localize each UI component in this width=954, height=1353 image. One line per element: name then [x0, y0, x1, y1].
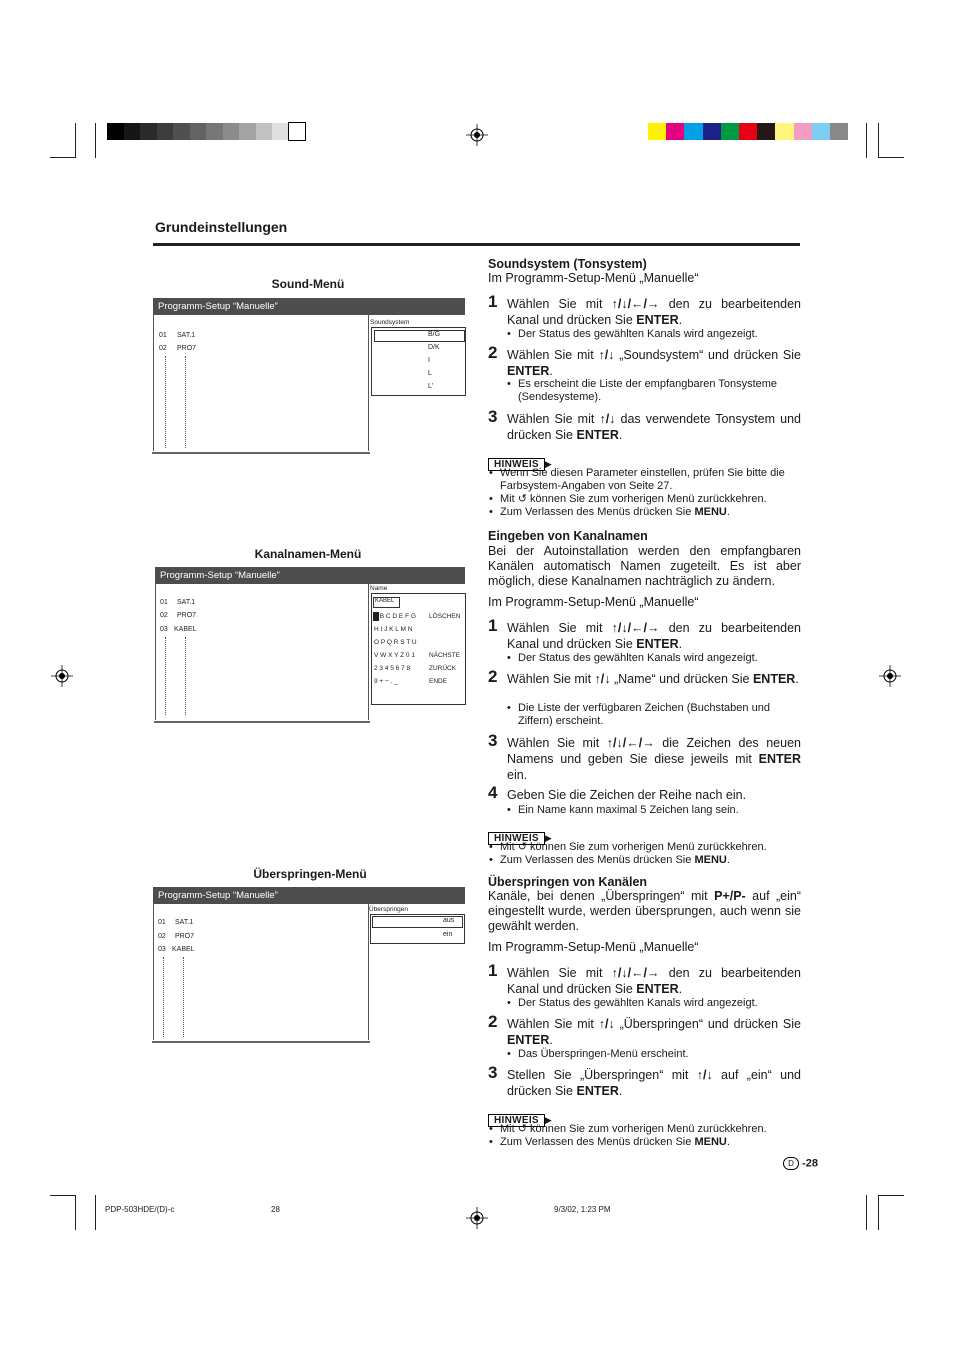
section-title: Eingeben von Kanalnamen	[488, 529, 648, 543]
step-text: Wählen Sie mit ↑/↓/←/→ den zu bearbeitenden Kanal und drücken Sie ENTER.	[507, 966, 801, 996]
dotted-column	[163, 957, 164, 1037]
step-number: 1	[488, 961, 498, 980]
gray-swatch	[272, 123, 289, 140]
color-swatch	[739, 123, 757, 140]
skip-menu-title: Überspringen-Menü	[253, 867, 367, 881]
bullet-text: • Der Status des gewählten Kanals wird angezeigt.	[507, 328, 801, 341]
step-text: Wählen Sie mit ↑/↓/←/→ die Zeichen des neuen Namens und geben Sie diese jeweils mit ENTER ein.	[507, 736, 801, 782]
skip-option-on[interactable]: ein	[443, 931, 453, 938]
footer-date: 9/3/02, 1:23 PM	[554, 1205, 611, 1214]
dotted-column	[165, 356, 166, 448]
sound-option[interactable]: I	[428, 357, 430, 364]
channel-name: PRO7	[175, 933, 195, 940]
color-swatch	[757, 123, 775, 140]
crop-mark	[878, 1195, 904, 1196]
name-field-value: KABEL	[375, 598, 395, 604]
intro-text: Im Programm-Setup-Menü „Manuelle“	[488, 940, 699, 954]
sound-menu-screen	[153, 298, 465, 456]
arrow-keys-icon: ↑/↓	[594, 672, 611, 686]
step-number: 2	[488, 1012, 498, 1031]
arrow-keys-icon: ↑/↓/←/→	[606, 736, 655, 750]
soundsystem-popup	[371, 327, 466, 396]
hinweis-label: HINWEIS ▶	[488, 828, 552, 840]
footer-file: PDP-503HDE/(D)-c	[105, 1205, 175, 1214]
arrow-keys-icon: ↑/↓/←/→	[611, 297, 660, 311]
step-number: 3	[488, 731, 498, 750]
channel-number: 01	[160, 599, 168, 606]
step-number: 1	[488, 616, 498, 635]
end-action[interactable]: ENDE	[429, 678, 448, 685]
step-number: 2	[488, 343, 498, 362]
delete-action[interactable]: LÖSCHEN	[429, 613, 461, 620]
sound-option[interactable]: L'	[428, 383, 434, 390]
paragraph: Kanäle, bei denen „Überspringen“ mit P+/P- auf „ein“ eingestellt wurde, werden übersprungen, auch wenn sie gewählt werden.	[488, 889, 801, 933]
step-number: 4	[488, 783, 498, 802]
section-title: Soundsystem (Tonsystem)	[488, 257, 647, 271]
footer-page: 28	[271, 1205, 280, 1214]
dotted-column	[185, 356, 186, 448]
sound-option[interactable]: B/G	[428, 331, 441, 338]
channel-name: SAT.1	[175, 919, 194, 926]
color-swatch	[703, 123, 721, 140]
gray-swatch	[107, 123, 124, 140]
bullet-text: • Der Status des gewählten Kanals wird angezeigt.	[507, 997, 801, 1010]
channel-number: 02	[159, 345, 167, 352]
step-number: 3	[488, 407, 498, 426]
note-text: • Wenn Sie diesen Parameter einstellen, prüfen Sie bitte die Farbsystem-Angaben von Seite 27.	[488, 467, 802, 493]
selected-option-highlight	[374, 330, 465, 342]
crop-mark	[95, 1195, 96, 1230]
intro-text: Im Programm-Setup-Menü „Manuelle“	[488, 595, 699, 609]
char-row[interactable]: H I J K L M N	[374, 626, 413, 633]
channel-name: PRO7	[177, 612, 197, 619]
step-number: 3	[488, 1063, 498, 1082]
name-menu-title: Kanalnamen-Menü	[254, 547, 362, 561]
channel-name: PRO7	[177, 345, 197, 352]
bullet-text: • Der Status des gewählten Kanals wird angezeigt.	[507, 652, 801, 665]
channel-name: SAT.1	[177, 599, 196, 606]
note-text: • Zum Verlassen des Menüs drücken Sie MENU.	[488, 506, 802, 519]
crop-mark	[50, 157, 76, 158]
section-title: Überspringen von Kanälen	[488, 875, 648, 889]
crop-mark	[866, 1195, 867, 1230]
gray-swatch	[289, 123, 306, 140]
gray-swatch	[173, 123, 190, 140]
channel-name: SAT.1	[177, 332, 196, 339]
gray-swatch	[190, 123, 207, 140]
step-text: Wählen Sie mit ↑/↓ „Name“ und drücken Sie ENTER.	[507, 672, 799, 686]
name-field[interactable]	[373, 597, 400, 608]
screen-bottom-edge	[152, 449, 370, 454]
return-icon: ↺	[517, 493, 527, 505]
arrow-keys-icon: ↑/↓	[599, 412, 616, 426]
gray-swatch	[239, 123, 256, 140]
skip-option-off[interactable]: aus	[443, 917, 455, 924]
note-text: • Zum Verlassen des Menüs drücken Sie MENU.	[488, 854, 802, 867]
step-number: 1	[488, 292, 498, 311]
crop-mark	[878, 123, 879, 158]
arrow-keys-icon: ↑/↓	[598, 1017, 615, 1031]
color-swatch	[648, 123, 666, 140]
step-text: Stellen Sie „Überspringen“ mit ↑/↓ auf „ein“ und drücken Sie ENTER.	[507, 1068, 801, 1098]
color-swatch	[721, 123, 739, 140]
step-text: Wählen Sie mit ↑/↓ „Überspringen“ und drücken Sie ENTER.	[507, 1017, 802, 1047]
popup-title: Soundsystem	[370, 319, 410, 326]
dotted-column	[165, 637, 166, 715]
step-text: Wählen Sie mit ↑/↓ das verwendete Tonsystem und drücken Sie ENTER.	[507, 412, 801, 442]
bullet-text: • Ein Name kann maximal 5 Zeichen lang sein.	[507, 804, 801, 817]
return-icon: ↺	[517, 841, 527, 853]
screen-title-bar: Programm-Setup “Manuelle”	[153, 887, 465, 904]
color-swatch	[812, 123, 830, 140]
registration-mark-icon	[466, 1207, 488, 1229]
char-row[interactable]: 2 3 4 5 6 7 8	[374, 665, 411, 672]
gray-swatch	[256, 123, 273, 140]
gray-swatch	[206, 123, 223, 140]
language-badge: D	[783, 1157, 799, 1170]
channel-name: KABEL	[172, 946, 195, 953]
screen-title-bar: Programm-Setup “Manuelle”	[153, 298, 465, 315]
color-swatch	[666, 123, 684, 140]
arrow-keys-icon: ↑/↓	[696, 1068, 713, 1082]
crop-mark	[75, 1195, 76, 1230]
channel-number: 03	[160, 626, 168, 633]
step-text: Wählen Sie mit ↑/↓/←/→ den zu bearbeitenden Kanal und drücken Sie ENTER.	[507, 621, 801, 651]
char-row[interactable]: A B C D E F G	[374, 613, 416, 620]
channel-number: 02	[160, 612, 168, 619]
arrow-keys-icon: ↑/↓/←/→	[611, 621, 660, 635]
page-number	[783, 1157, 818, 1170]
name-menu-screen	[155, 567, 465, 724]
step-text: Wählen Sie mit ↑/↓ „Soundsystem“ und drücken Sie ENTER.	[507, 348, 802, 378]
screen-bottom-edge	[152, 1038, 370, 1043]
screen-bottom-edge	[154, 718, 370, 723]
color-swatch	[775, 123, 793, 140]
dotted-column	[183, 957, 184, 1037]
arrow-keys-icon: ↑/↓/←/→	[611, 966, 660, 980]
bullet-text: • Die Liste der verfügbaren Zeichen (Buchstaben und Ziffern) erscheint.	[507, 702, 801, 728]
intro-text: Im Programm-Setup-Menü „Manuelle“	[488, 271, 699, 285]
char-row[interactable]: V W X Y Z 0 1	[374, 652, 415, 659]
return-icon: ↺	[517, 1123, 527, 1135]
page-number-value: -28	[802, 1157, 818, 1170]
bullet-text: • Das Überspringen-Menü erscheint.	[507, 1048, 801, 1061]
char-row[interactable]: O P Q R S T U	[374, 639, 417, 646]
registration-mark-icon	[51, 665, 73, 687]
crop-mark	[878, 1195, 879, 1230]
back-action[interactable]: ZURÜCK	[429, 665, 457, 672]
crop-mark	[95, 123, 96, 158]
hinweis-label: HINWEIS ▶	[488, 454, 552, 466]
sound-option[interactable]: D/K	[428, 344, 440, 351]
gray-swatch	[223, 123, 240, 140]
hinweis-label: HINWEIS ▶	[488, 1110, 552, 1122]
popup-title: Name	[370, 585, 388, 592]
note-text: • Mit ↺ können Sie zum vorherigen Menü zurückkehren.	[488, 493, 802, 506]
char-row[interactable]: 9 + − . _	[374, 678, 398, 685]
channel-number: 01	[158, 919, 166, 926]
dotted-column	[185, 637, 186, 715]
skip-menu-screen	[153, 887, 465, 1045]
crop-mark	[75, 123, 76, 158]
step-text: Wählen Sie mit ↑/↓/←/→ den zu bearbeitenden Kanal und drücken Sie ENTER.	[507, 297, 801, 327]
channel-number: 02	[158, 933, 166, 940]
arrow-keys-icon: ↑/↓	[598, 348, 615, 362]
channel-number: 01	[159, 332, 167, 339]
color-swatch	[830, 123, 848, 140]
popup-title: Überspringen	[369, 906, 409, 913]
section-header: Grundeinstellungen	[155, 219, 288, 235]
sound-menu-title: Sound-Menü	[271, 277, 345, 291]
next-action[interactable]: NÄCHSTE	[429, 652, 461, 659]
registration-mark-icon	[879, 665, 901, 687]
channel-name: KABEL	[174, 626, 197, 633]
gray-swatch	[140, 123, 157, 140]
sound-option[interactable]: L	[428, 370, 432, 377]
note-text: • Mit ↺ können Sie zum vorherigen Menü zurückkehren.	[488, 841, 802, 854]
step-text: Geben Sie die Zeichen der Reihe nach ein.	[507, 788, 747, 802]
paragraph: Bei der Autoinstallation werden den empfangbaren Kanälen automatisch Namen zugeteilt. Es ist aber möglich, diese Kanalnamen nachträglich zu ändern.	[488, 544, 801, 588]
color-swatch	[684, 123, 702, 140]
channel-number: 03	[158, 946, 166, 953]
name-entry-popup	[371, 593, 466, 705]
skip-popup	[370, 914, 465, 944]
screen-title-bar: Programm-Setup “Manuelle”	[155, 567, 465, 584]
note-text: • Zum Verlassen des Menüs drücken Sie MENU.	[488, 1136, 802, 1149]
crop-mark	[50, 1195, 76, 1196]
header-rule	[153, 243, 800, 246]
note-text: • Mit ↺ können Sie zum vorherigen Menü zurückkehren.	[488, 1123, 802, 1136]
bullet-text: • Es erscheint die Liste der empfangbaren Tonsysteme (Sendesysteme).	[507, 378, 801, 404]
registration-mark-icon	[466, 124, 488, 146]
gray-swatch	[124, 123, 141, 140]
step-number: 2	[488, 667, 498, 686]
color-swatch	[794, 123, 812, 140]
crop-mark	[878, 157, 904, 158]
gray-swatch	[157, 123, 174, 140]
crop-mark	[866, 123, 867, 158]
